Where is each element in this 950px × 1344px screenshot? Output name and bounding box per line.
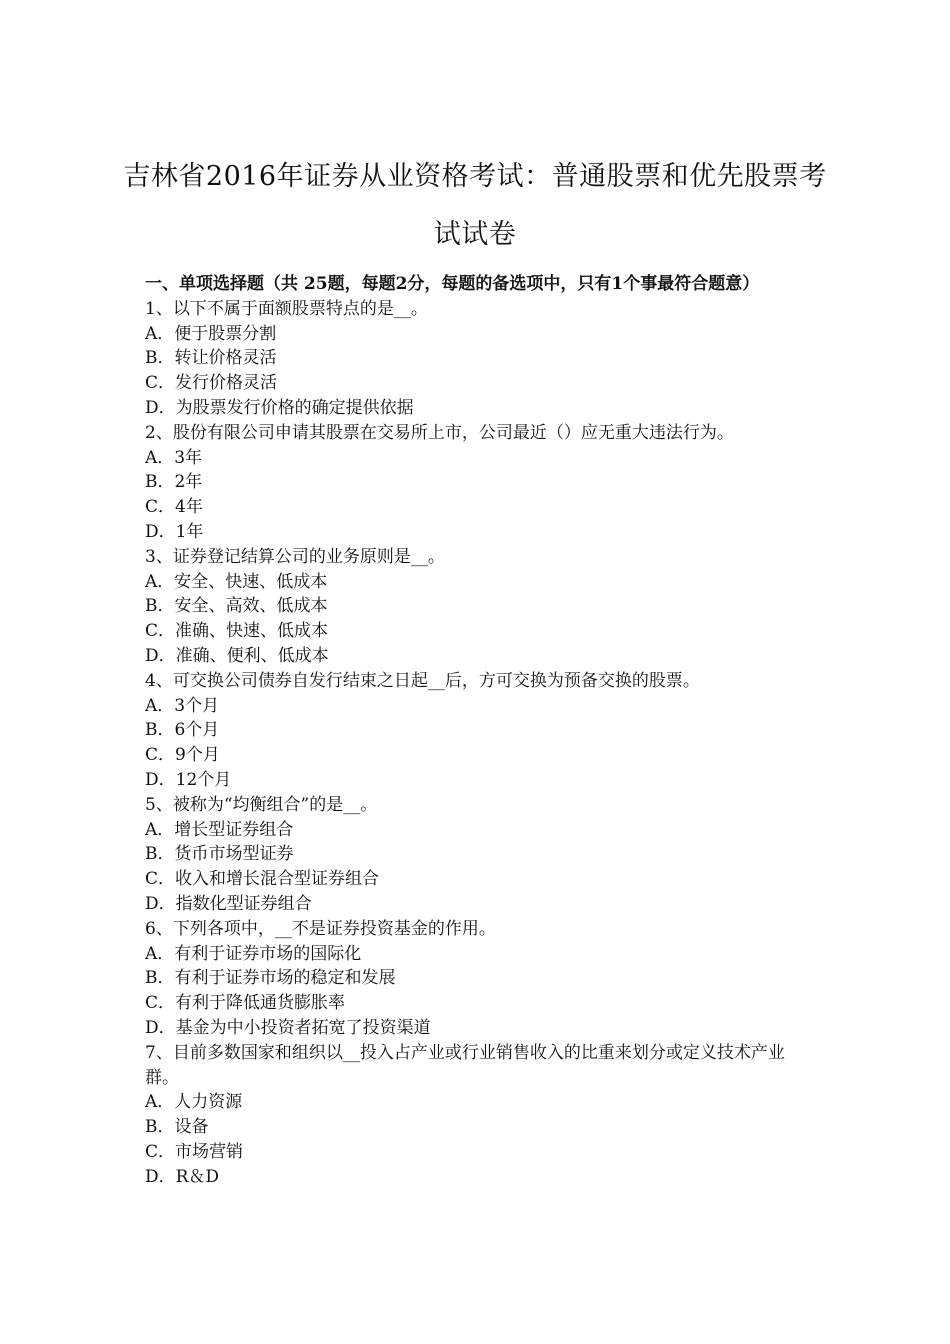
option-b: B．6个月 (145, 720, 220, 741)
option-c: C．有利于降低通货膨胀率 (145, 993, 346, 1014)
option-d: D．R＆D (145, 1166, 220, 1187)
question-2 (145, 421, 810, 545)
option-d: D．12个月 (145, 769, 232, 790)
option-c: C．准确、快速、低成本 (145, 621, 329, 642)
option-d: D．指数化型证券组合 (145, 893, 312, 914)
option-d: D．为股票发行价格的确定提供依据 (145, 397, 414, 418)
option-d: D．基金为中小投资者拓宽了投资渠道 (145, 1017, 431, 1038)
question-stem: 5、被称为“均衡组合”的是__。 (145, 794, 378, 815)
option-a: A．3个月 (145, 695, 220, 716)
option-b: B．安全、高效、低成本 (145, 596, 328, 617)
question-stem: 3、证券登记结算公司的业务原则是__。 (145, 546, 445, 567)
option-d: D．1年 (145, 521, 204, 542)
option-b: B．2年 (145, 472, 203, 493)
option-c: C．9个月 (145, 745, 220, 766)
option-b: B．转让价格灵活 (145, 348, 277, 369)
question-stem: 2、股份有限公司申请其股票在交易所上市，公司最近（）应无重大违法行为。 (145, 422, 734, 443)
option-a: A．增长型证券组合 (145, 819, 294, 840)
option-b: B．设备 (145, 1117, 209, 1138)
option-b: B．货币市场型证券 (145, 844, 294, 865)
question-stem: 4、可交换公司债券自发行结束之日起__后，方可交换为预备交换的股票。 (145, 670, 700, 691)
document-body (145, 272, 810, 1189)
question-6 (145, 917, 810, 1041)
question-5 (145, 793, 810, 917)
option-b: B．有利于证券市场的稳定和发展 (145, 968, 396, 989)
question-1 (145, 297, 810, 421)
option-c: C．市场营销 (145, 1141, 244, 1162)
option-a: A．便于股票分割 (145, 323, 277, 344)
option-a: A．人力资源 (145, 1092, 243, 1113)
question-4 (145, 669, 810, 793)
option-a: A．安全、快速、低成本 (145, 571, 328, 592)
option-a: A．3年 (145, 447, 203, 468)
option-c: C．4年 (145, 497, 203, 518)
question-7 (145, 1041, 810, 1190)
document-title: 吉林省2016年证券从业资格考试：普通股票和优先股票考试试卷 (123, 161, 827, 250)
question-3 (145, 545, 810, 669)
question-stem: 1、以下不属于面额股票特点的是__。 (145, 298, 428, 319)
option-a: A．有利于证券市场的国际化 (145, 943, 362, 964)
question-stem: 6、下列各项中，__不是证券投资基金的作用。 (145, 918, 496, 939)
option-c: C．收入和增长混合型证券组合 (145, 869, 380, 890)
option-d: D．准确、便利、低成本 (145, 645, 329, 666)
option-c: C．发行价格灵活 (145, 373, 278, 394)
section-heading: 一、单项选择题（共 25题，每题2分，每题的备选项中，只有1个事最符合题意） (145, 274, 760, 294)
question-stem: 7、目前多数国家和组织以__投入占产业或行业销售收入的比重来划分或定义技术产业群。 (145, 1042, 785, 1088)
